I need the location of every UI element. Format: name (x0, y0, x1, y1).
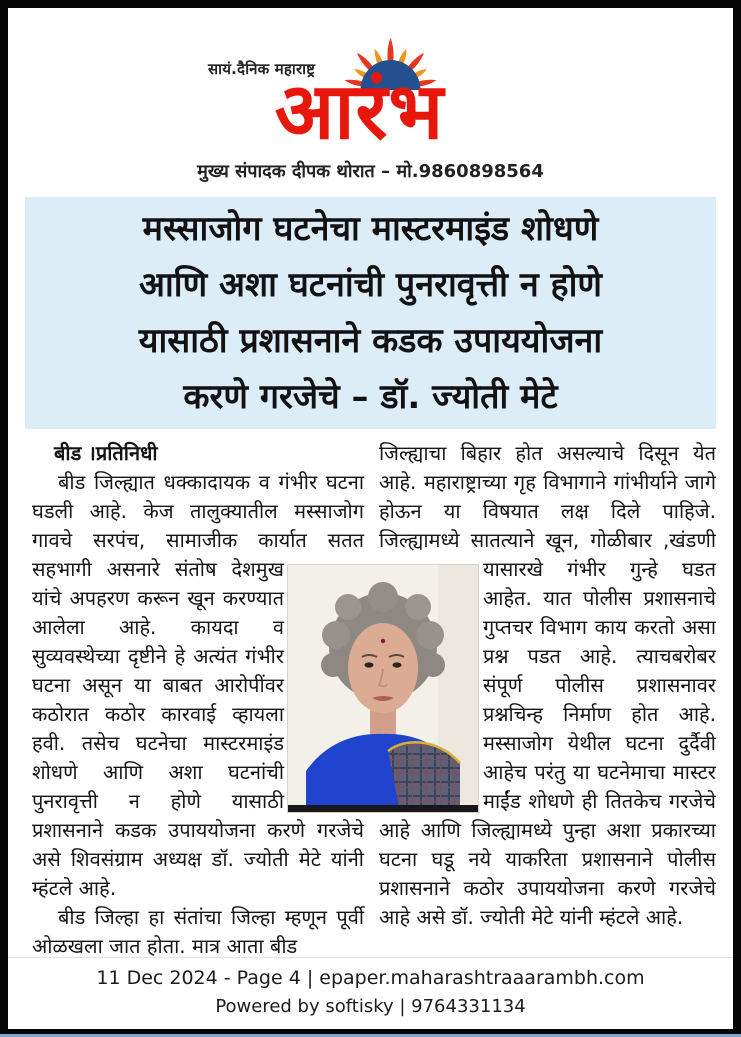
portrait-photo (288, 565, 478, 812)
headline-box (25, 197, 716, 429)
footer (0, 963, 741, 1020)
footer-powered-by: Powered by softisky | 9764331134 (215, 996, 526, 1017)
article-paragraph: बीड जिल्ह्यात धक्कादायक व गंभीर घटना घडली आहे. केज तालुक्यातील मस्साजोग गावचे सरपंच, सामाजीक कार्यात सतत सहभागी असनारे संतोष देशमुख यांचे अपहरण करून खून करण्यात आलेला आहे. कायदा व सुव्यवस्थेच्या दृष्टीने हे अत्यंत गंभीर घटना असून या बाबत आरोपींवर कठोरात कठोर कारवाई व्हायला हवी. तसेच घटनेचा मास्टरमाइंड शोधणे आणि अशा घटनांची पुनरावृत्ती न होणे यासाठी प्रशासनाने कडक उपाययोजना करणे गरजेचे असे शिवसंग्राम अध्यक्ष डॉ. ज्योती मेटे यांनी म्हंटले आहे. (32, 470, 364, 900)
article-paragraph: जिल्ह्याचा बिहार होत असल्याचे दिसून येत आहे. महाराष्ट्राच्या गृह विभागाने गांभीर्याने जागे होऊन या विषयात लक्ष दिले पाहिजे. जिल्ह्यामध्ये सातत्याने खून, गोळीबार ,खंडणी यासारखे गंभीर गुन्हे घडत आहेत. यात पोलीस प्रशासनाचे गुप्तचर विभाग काय करतो असा प्रश्न पडत आहे. त्याचबरोबर संपूर्ण पोलीस प्रशासनावर प्रश्नचिन्ह निर्माण होत आहे. मस्साजोग येथील घटना दुर्दैवी आहेच परंतु या घटनेमाचा मास्टर माईंड शोधणे ही तितकेच गरजेचे आहे आणि जिल्ह्यामध्ये पुन्हा अशा प्रकारच्या घटना घडू नये याकरिता प्रशासनाने पोलीस प्रशासनाने कठोर उपाययोजना करणे गरजेचे आहे असे डॉ. ज्योती मेटे यांनी म्हंटले आहे. (379, 441, 716, 929)
headline-line-1: मस्साजोग घटनेचा मास्टरमाइंड शोधणे (142, 209, 599, 249)
headline-line-4: करणे गरजेचे – डॉ. ज्योती मेटे (183, 377, 558, 417)
newspaper-masthead: आरंभ (274, 67, 445, 157)
footer-divider (8, 957, 733, 958)
headline-line-3: यासाठी प्रशासनाने कडक उपाययोजना (138, 321, 603, 361)
article-dateline: बीड ।प्रतिनिधी (54, 441, 158, 465)
headline-line-2: आणि अशा घटनांची पुनरावृत्ती न होणे (139, 265, 602, 305)
footer-date-page-url: 11 Dec 2024 - Page 4 | epaper.maharashtraaarambh.com (96, 967, 645, 989)
newspaper-tagline: सायं.दैनिक महाराष्ट्र (208, 60, 316, 78)
editor-contact-line: मुख्य संपादक दीपक थोरात – मो.9860898564 (197, 161, 544, 182)
article-paragraph: बीड जिल्हा हा संतांचा जिल्हा म्हणून पूर्वी ओळखला जात होता. मात्र आता बीड (32, 905, 364, 957)
